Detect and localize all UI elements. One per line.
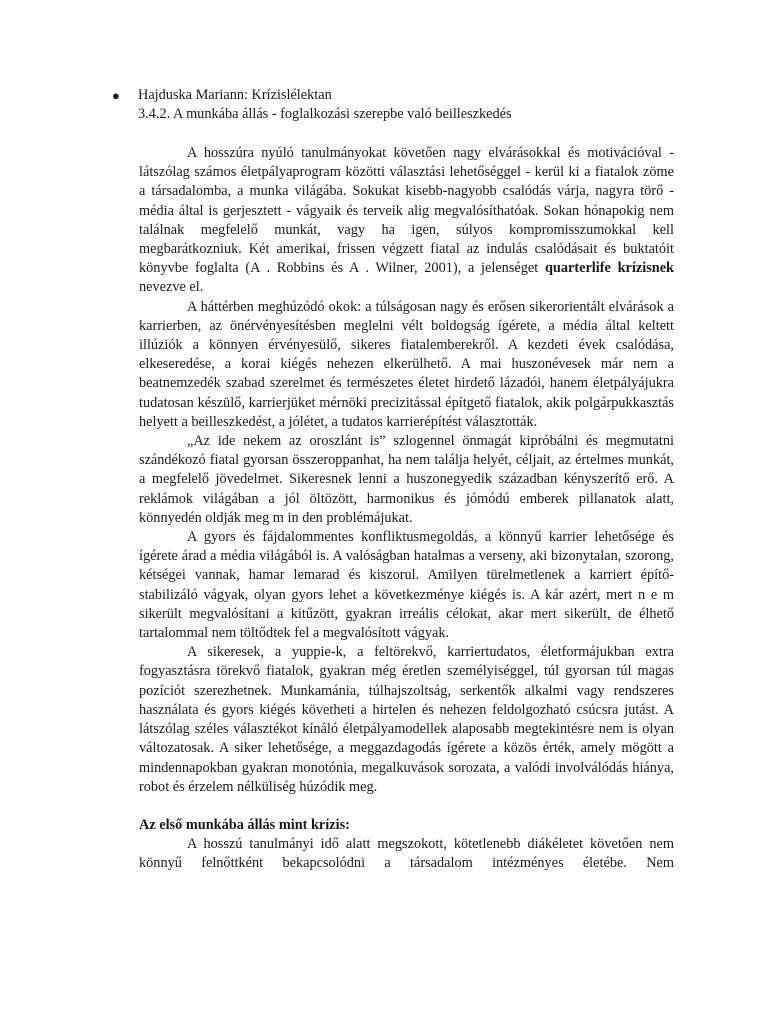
paragraph-2: A háttérben meghúzódó okok: a túlságosan nagy és erősen sikerorientált elvárások a karrierben, az önérvényesítésben meglelni vélt boldogság ígérete, a média által keltett illúziók a könnyen érvényesülő, sikeres fiatalemberekről. A kezdeti évek csalódása, elkeseredése, a korai kiégés nehezen elkerülhető. A mai huszonévesek már nem a beatnemzedék szabad szerelmet és természetes életet hirdető lázadói, hanem életpályájukra tudatosan készülő, karrierjüket mérnöki precizitással építgető fiatalok, akik polgárpukkasztás helyett a beilleszkedést, a jólétet, a tudatos karrierépítést választották.	[139, 298, 674, 430]
header-lines	[138, 86, 638, 124]
header-section-title: 3.4.2. A munkába állás - foglalkozási szerepbe való beilleszkedés	[138, 106, 512, 123]
paragraph-6: A hosszú tanulmányi idő alatt megszokott, kötetlenebb diákéletet követően nem könnyű felnőttként bekapcsolódni a társadalom intézményes életébe. Nem	[139, 836, 674, 872]
header-author-title: Hajduska Mariann: Krízislélektan	[138, 87, 332, 103]
paragraph-4: A gyors és fájdalommentes konfliktusmegoldás, a könnyű karrier lehetősége és ígérete árad a média világából is. A valóságban hatalmas a verseny, aki bizonytalan, szorong, kétségei vannak, hamar lemarad és kiszorul. Amilyen türelmetlenek a karriert építő-stabilizáló vágyak, olyan gyors lehet a következménye kiégés is. A kár azért, mert n e m sikerült megvalósítani a kitűzött, gyakran irreális célokat, akar mert sikerült, de élhető tartalommal nem töltődtek fel a megvalósított vágyak.	[139, 529, 674, 642]
document-body	[139, 144, 674, 874]
paragraph-1-end: nevezve el.	[139, 279, 204, 296]
term-quarterlife: quarterlife krízisnek	[544, 260, 675, 277]
bullet-icon: ●	[112, 88, 120, 103]
paragraph-1	[139, 144, 674, 298]
section-heading: Az első munkába állás mint krízis:	[139, 816, 350, 833]
paragraph-5: A sikeresek, a yuppie-k, a feltörekvő, karriertudatos, életformájukban extra fogyasztásra törekvő fiatalok, gyakran még éretlen személyiséggel, túl gyorsan túl magas pozíciót szerezhetnek. Munkamánia, túlhajszoltság, serkentők alkalmi vagy rendszeres használata és gyors kiégés követheti a hirtelen és nehezen feldolgozható csúcsra jutást. A látszólag széles választékot kínáló életpályamodellek alaposabb megtekintésre nem is olyan változatosak. A siker lehetősége, a meggazdagodás ígérete a közös érték, amely mögött a mindennapokban gyakran monotónia, megalkuvások sorozata, a valódi involválódás hiánya, robot és érzelem nélküliség húzódik meg.	[139, 644, 674, 795]
paragraph-1-text: A hosszúra nyúló tanulmányokat követően nagy elvárásokkal és motivációval - látszólag számos életpályaprogram közötti választási lehetőséggel - kerül ki a fiatalok zöme a társadalomba, a munka világába. Sokukat kisebb-nagyobb csalódás várja, nagyra törő -média által is gerjesztett - vágyaik és terveik alig megvalósíthatóak. Sokan hónapokig nem találnak megfelelő munkát, vagy ha igen, súlyos kompromisszumokkal kell megbarátkozniuk. Két amerikai, frissen végzett fiatal az indulás csalódásait és buktatóit könyvbe foglalta (A . Robbins és A . Wilner, 2001), a jelenséget	[139, 145, 674, 277]
paragraph-3: „Az ide nekem az oroszlánt is” szlogennel önmagát kipróbálni és megmutatni szándékozó fiatal gyorsan összeroppanhat, ha nem találja helyét, céljait, az értelmes munkát, a megfelelő jövedelmet. Sikeresnek lenni a huszonegyedik században kényszerítő erő. A reklámok világában a jól öltözött, harmonikus és jómódú emberek pillanatok alatt, könnyedén oldják meg m in den problémájukat.	[139, 433, 674, 526]
